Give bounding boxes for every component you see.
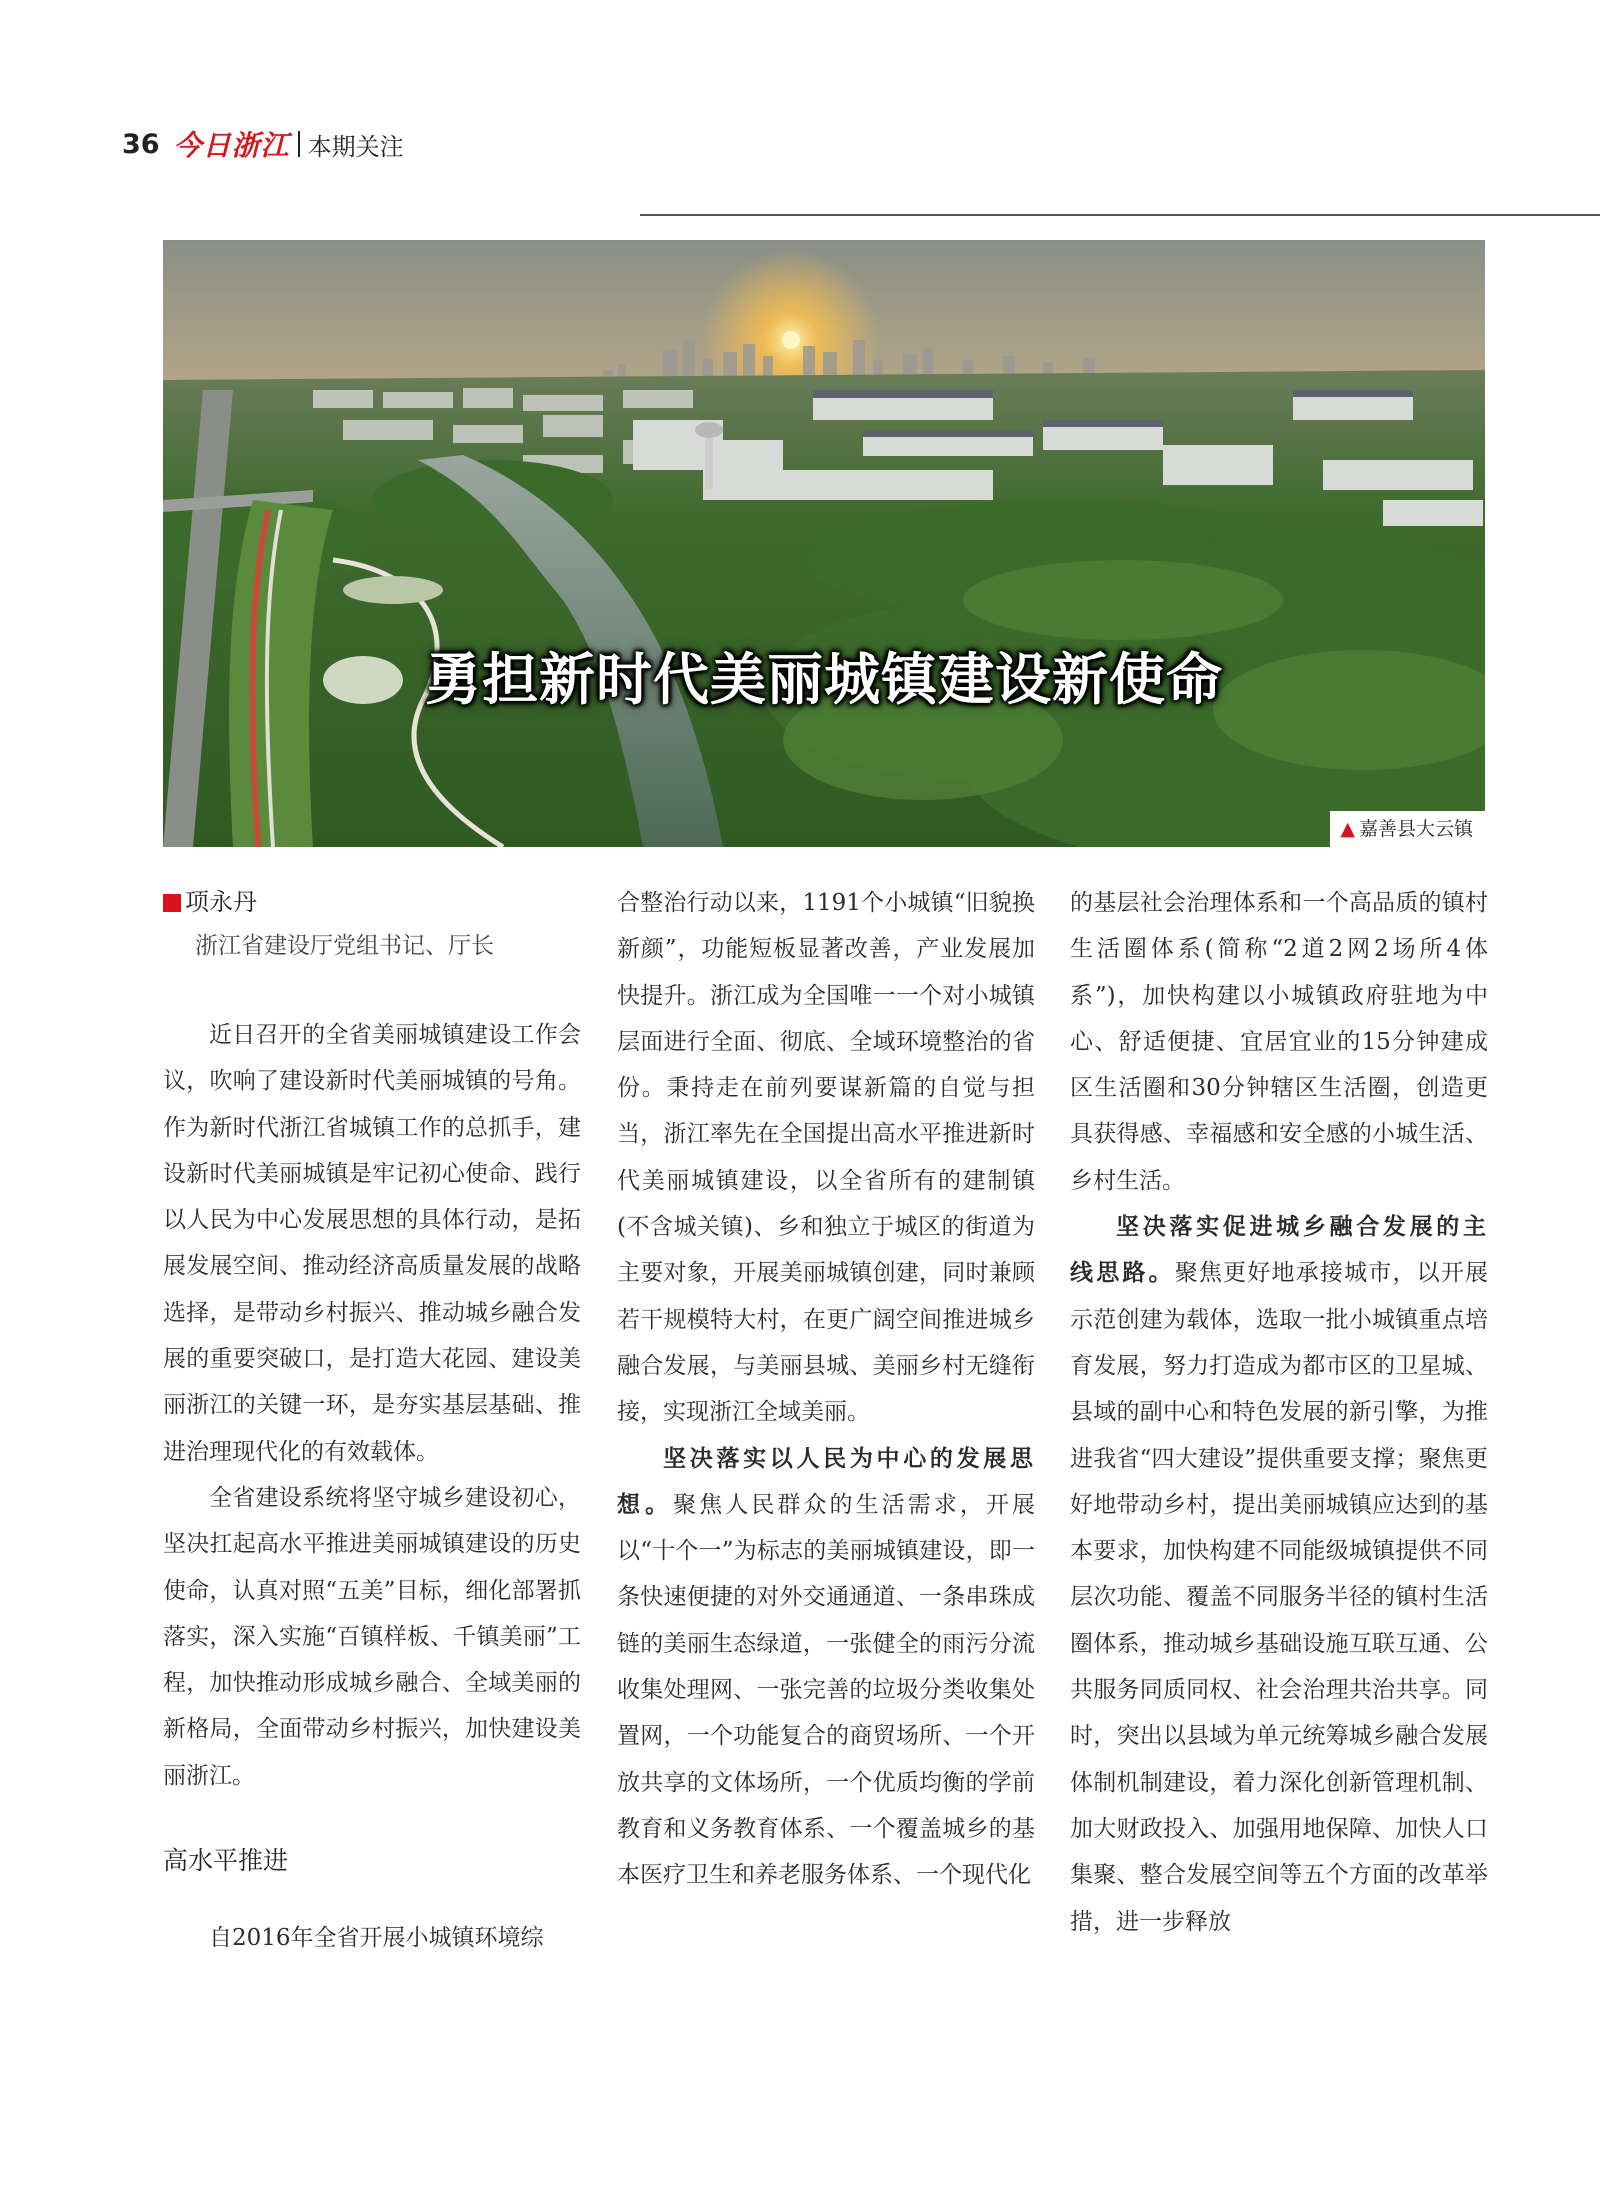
paragraph: 自2016年全省开展小城镇环境综 xyxy=(209,1925,544,1952)
paragraph-body: 聚焦更好地承接城市，以开展示范创建为载体，选取一批小城镇重点培育发展，努力打造成为都市区的卫星城、县域的副中心和特色发展的新引擎，为推进我省“四大建设”提供重要支撑；聚焦更好地带动乡村，提出美丽城镇应达到的基本要求，加快构建不同能级城镇提供不同层次功能、覆盖不同服务半径的镇村生活圈体系，推动城乡基础设施互联互通、公共服务同质同权、社会治理共治共享。同时，突出以县域为单元统筹城乡融合发展体制机制建设，着力深化创新管理机制、加大财政投入、加强用地保障、加快人口集聚、整合发展空间等五个方面的改革举措，进一步释放 xyxy=(1070,1260,1488,1935)
magazine-logo: 今日浙江 xyxy=(173,129,290,162)
section-name: 本期关注 xyxy=(307,132,404,161)
landscape-illustration xyxy=(163,240,1485,847)
caption-text: 嘉善县大云镇 xyxy=(1358,818,1473,840)
page-header xyxy=(122,124,404,164)
article-column-2 xyxy=(617,880,1035,1899)
author-marker-icon xyxy=(163,894,181,912)
hero-headline: 勇担新时代美丽城镇建设新使命 xyxy=(425,648,1223,713)
author-title: 浙江省建设厅党组书记、厅长 xyxy=(195,933,494,959)
author-name-text: 项永丹 xyxy=(185,888,257,916)
page-number: 36 xyxy=(122,128,160,160)
paragraph: 近日召开的全省美丽城镇建设工作会议，吹响了建设新时代美丽城镇的号角。作为新时代浙江省城镇工作的总抓手，建设新时代美丽城镇是牢记初心使命、践行以人民为中心发展思想的具体行动，是拓展发展空间、推动经济高质量发展的战略选择，是带动乡村振兴、推动城乡融合发展的重要突破口，是打造大花园、建设美丽浙江的关键一环，是夯实基层基础、推进治理现代化的有效载体。 xyxy=(163,1022,581,1465)
article-column-1 xyxy=(163,880,581,1961)
paragraph: 的基层社会治理体系和一个高品质的镇村生活圈体系(简称“2道2网2场所4体系”)，加快构建以小城镇政府驻地为中心、舒适便捷、宜居宜业的15分钟建成区生活圈和30分钟辖区生活圈，创造更具获得感、幸福感和安全感的小城生活、乡村生活。 xyxy=(1070,890,1488,1194)
article-column-3 xyxy=(1070,880,1488,1945)
paragraph-body: 聚焦人民群众的生活需求，开展以“十个一”为标志的美丽城镇建设，即一条快速便捷的对外交通通道、一条串珠成链的美丽生态绿道，一张健全的雨污分流收集处理网、一张完善的垃圾分类收集处置网，一个功能复合的商贸场所、一个开放共享的文体场所，一个优质均衡的学前教育和义务教育体系、一个覆盖城乡的基本医疗卫生和养老服务体系、一个现代化 xyxy=(617,1491,1036,1889)
header-separator xyxy=(298,131,300,157)
section-subheading: 高水平推进 xyxy=(163,1846,289,1876)
paragraph: 合整治行动以来，1191个小城镇“旧貌换新颜”，功能短板显著改善，产业发展加快提升。浙江成为全国唯一一个对小城镇层面进行全面、彻底、全域环境整治的省份。秉持走在前列要谋新篇的自觉与担当，浙江率先在全国提出高水平推进新时代美丽城镇建设，以全省所有的建制镇(不含城关镇)、乡和独立于城区的街道为主要对象，开展美丽城镇创建，同时兼顾若干规模特大村，在更广阔空间推进城乡融合发展，与美丽县城、美丽乡村无缝衔接，实现浙江全域美丽。 xyxy=(617,890,1035,1426)
paragraph-lead: 坚决落实促进城乡融合发展的主线思路。 xyxy=(1070,1213,1488,1287)
paragraph xyxy=(1070,1204,1488,1945)
photo-caption xyxy=(1330,811,1485,847)
paragraph: 全省建设系统将坚守城乡建设初心，坚决扛起高水平推进美丽城镇建设的历史使命，认真对照“五美”目标，细化部署抓落实，深入实施“百镇样板、千镇美丽”工程，加快推动形成城乡融合、全域美丽的新格局，全面带动乡村振兴，加快建设美丽浙江。 xyxy=(163,1484,581,1789)
paragraph xyxy=(617,1436,1035,1899)
paragraph-lead: 坚决落实以人民为中心的发展思想。 xyxy=(617,1444,1035,1518)
hero-photo xyxy=(163,240,1485,847)
author-name xyxy=(163,880,581,924)
caption-marker-icon: ▲ xyxy=(1340,818,1355,840)
header-rule xyxy=(640,214,1600,216)
